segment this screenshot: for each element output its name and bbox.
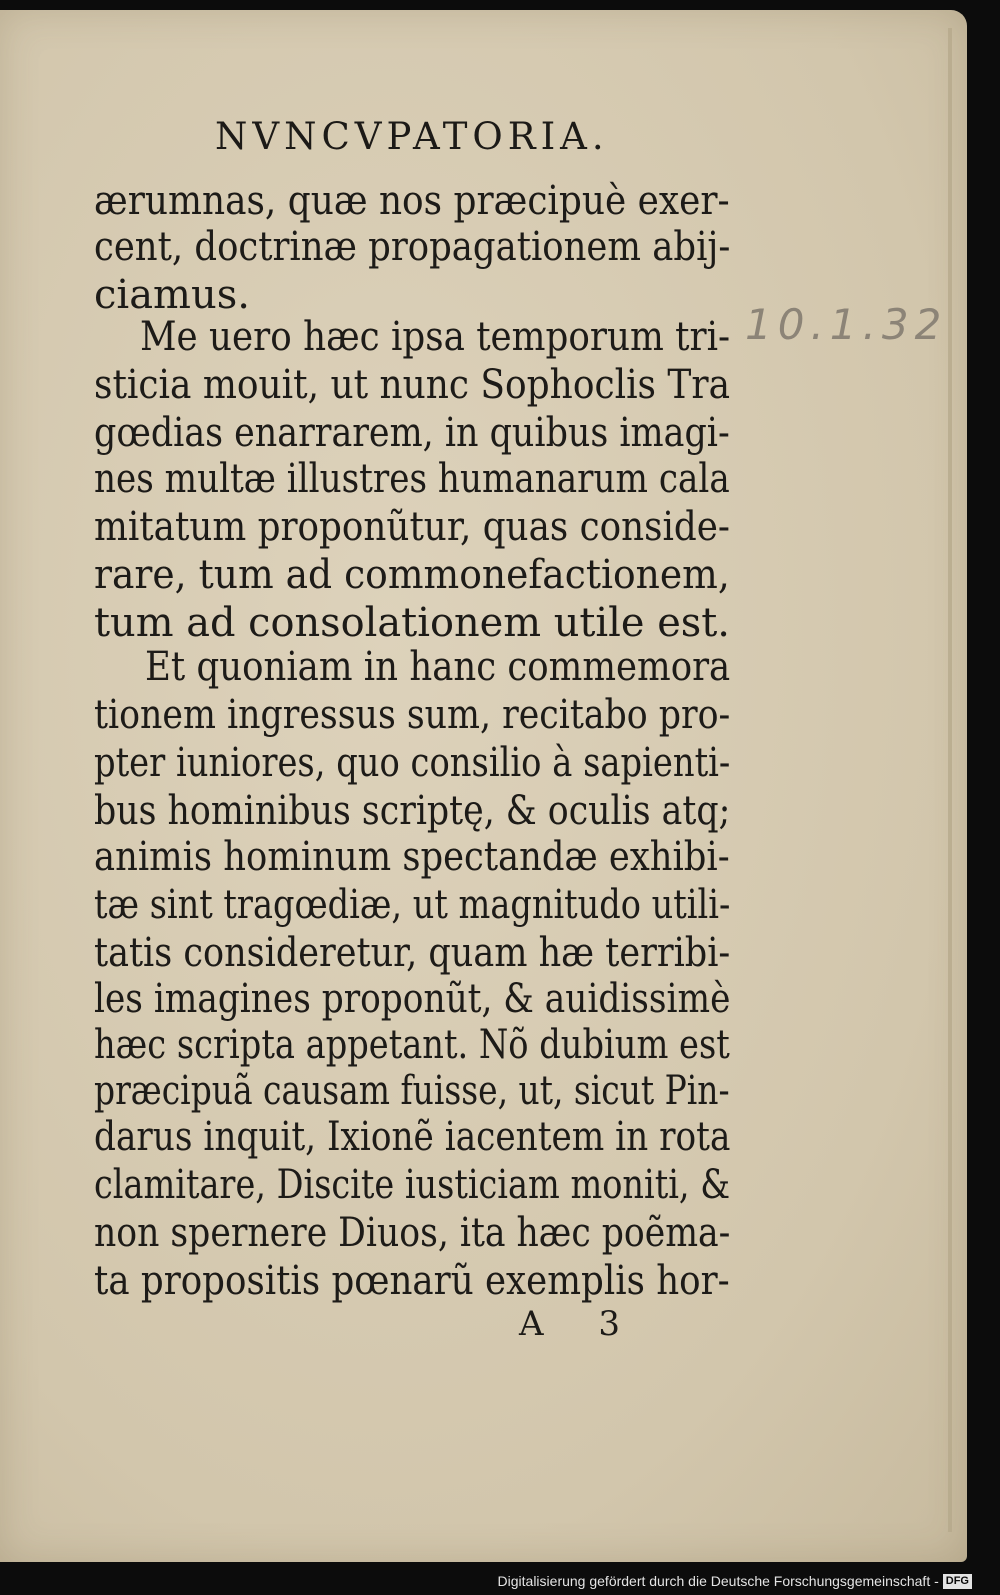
- text-line: animis hominum spectandæ exhibi-: [94, 834, 730, 880]
- text-line: tæ sint tragœdiæ, ut magnitudo utili-: [94, 882, 731, 928]
- page-heading: NVNCVPATORIA.: [215, 115, 609, 158]
- text-line: hæc scripta appetant. Nõ dubium est: [94, 1022, 730, 1068]
- text-line: ciamus.: [94, 272, 250, 318]
- text-line: bus hominibus scriptę, & oculis atq;: [94, 788, 731, 834]
- text-line: darus inquit, Ixionẽ iacentem in rota: [94, 1114, 731, 1160]
- dfg-logo: DFG: [943, 1574, 972, 1589]
- text-line: les imagines proponũt, & auidissimè: [94, 976, 731, 1022]
- text-line: Et quoniam in hanc commemora: [145, 644, 731, 690]
- book-page: [0, 10, 967, 1562]
- page-edge: [948, 28, 952, 1532]
- text-line: nes multæ illustres humanarum cala: [94, 456, 730, 502]
- text-line: non spernere Diuos, ita hæc poẽma-: [94, 1210, 731, 1256]
- handwritten-shelfmark: 10.1.32: [745, 300, 948, 349]
- text-line: ta propositis pœnarũ exemplis hor-: [94, 1258, 730, 1304]
- text-line: clamitare, Discite iusticiam moniti, &: [94, 1162, 731, 1208]
- text-line: tum ad consolationem utile est.: [94, 600, 730, 646]
- footer-credit: [498, 1569, 972, 1593]
- text-line: ærumnas, quæ nos præcipuè exer-: [94, 178, 730, 224]
- signature-mark: A 3: [519, 1304, 620, 1344]
- text-line: tatis consideretur, quam hæ terribi-: [94, 930, 731, 976]
- text-line: cent, doctrinæ propagationem abij-: [94, 224, 731, 270]
- text-line: mitatum proponũtur, quas conside-: [94, 504, 730, 550]
- footer-credit-text: Digitalisierung gefördert durch die Deutsche Forschungsgemeinschaft -: [497, 1573, 939, 1589]
- text-line: Me uero hæc ipsa temporum tri-: [140, 314, 731, 360]
- text-line: præcipuã causam fuisse, ut, sicut Pin-: [94, 1068, 730, 1114]
- text-line: gœdias enarrarem, in quibus imagi-: [94, 410, 730, 456]
- text-line: tionem ingressus sum, recitabo pro-: [94, 692, 731, 738]
- text-line: rare, tum ad commonefactionem,: [94, 552, 730, 598]
- text-line: sticia mouit, ut nunc Sophoclis Tra: [94, 362, 730, 408]
- text-line: pter iuniores, quo consilio à sapienti-: [94, 740, 731, 786]
